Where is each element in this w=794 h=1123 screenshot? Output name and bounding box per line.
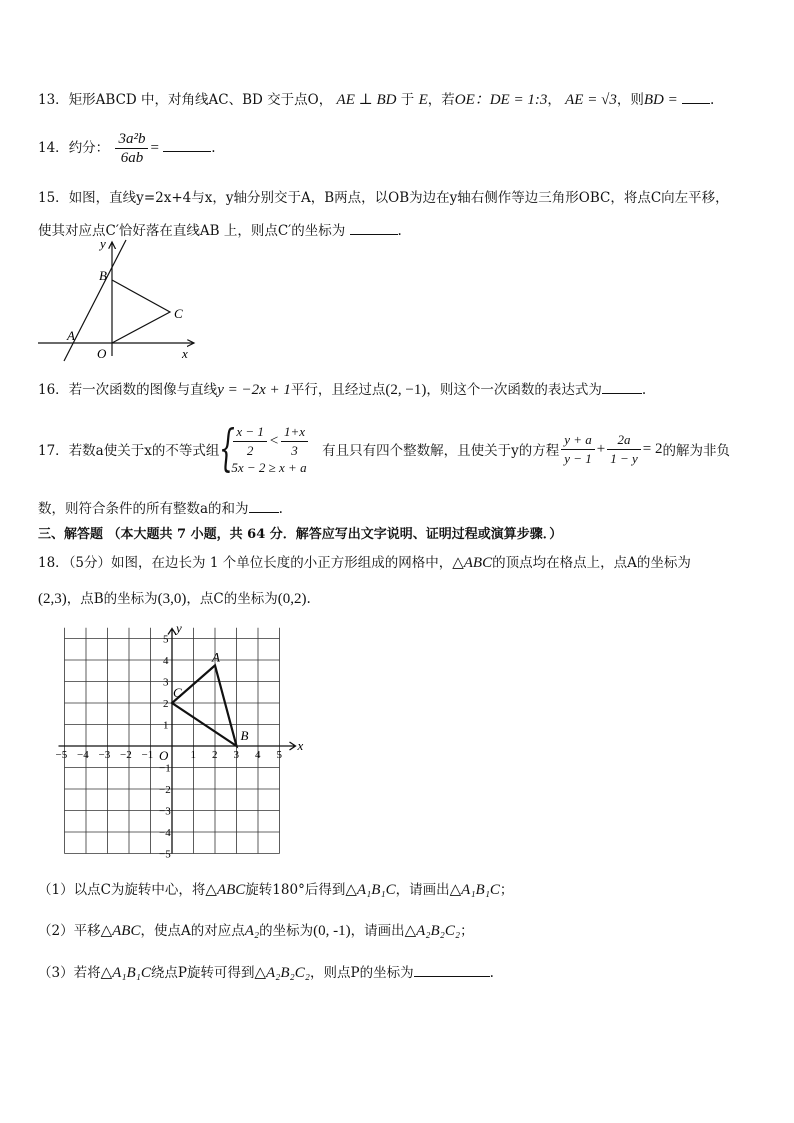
q18-sub2-e: ；: [460, 923, 474, 939]
q18-sub2-m4: △A₂B₂C₂: [404, 923, 461, 939]
q18-line1-a: 如图，在边长为 1 个单位长度的小正方形组成的网格中，: [111, 555, 453, 571]
q13-text-b: 于: [400, 92, 415, 108]
grid-y-label: y: [176, 620, 182, 636]
q18-sub3-m2: △A₂B₂C₂: [254, 965, 310, 981]
q18-math-C: (0,2): [277, 591, 307, 607]
q17-ineq1-op: <: [268, 432, 280, 449]
q13-math-ratio: OE：DE = 1:3: [454, 92, 548, 108]
q18-score: （5分）: [68, 555, 112, 571]
q14-eq: =: [150, 140, 159, 156]
q17-ineq1-l-den: 2: [246, 442, 254, 458]
q18-sub3-end: .: [489, 965, 494, 981]
fig-y-label: y: [100, 236, 106, 251]
q16-math-point: (2, −1): [385, 382, 427, 398]
q17-eq-r-den: 1 − y: [610, 450, 638, 466]
q18-sub1-m2: △A₁B₁C: [345, 882, 396, 898]
q18-line2-a: ，点B的坐标为: [66, 591, 158, 607]
q13-text-d: ，: [547, 92, 561, 108]
x-tick-label: 4: [255, 749, 261, 761]
section-3-title: 三、解答题 （本大题共 7 小题，共 64 分．解答应写出文字说明、证明过程或演算步骤．）: [38, 527, 563, 542]
q18-sub2-a: （2）平移: [38, 923, 101, 939]
q18-sub1-c: ，请画出: [395, 882, 450, 898]
y-tick-label: 3: [163, 676, 169, 689]
q16-end: .: [641, 382, 647, 398]
question-17-line2: [38, 497, 283, 517]
q14-text: 约分：: [68, 140, 110, 156]
x-tick-label: −3: [98, 749, 111, 761]
q17-eq-r-num: 2a: [607, 431, 641, 450]
q13-math-AE: AE = √3: [565, 92, 617, 108]
q17-eq-rhs: = 2: [642, 440, 663, 457]
q18-sub2-m3: (0, -1): [313, 923, 351, 939]
x-tick-label: 3: [233, 749, 239, 761]
q16-text-a: 若一次函数的图像与直线: [68, 382, 218, 398]
y-tick-label: 1: [163, 719, 169, 732]
q13-number: 13．: [38, 92, 69, 108]
x-tick-label: −4: [77, 749, 89, 761]
tick-labels: [56, 634, 283, 861]
y-tick-label: 2: [163, 698, 169, 710]
y-tick-label: −1: [159, 762, 171, 775]
q14-denominator: 6ab: [120, 150, 144, 166]
q14-fraction: [115, 130, 148, 167]
question-18-line1: [38, 551, 691, 572]
q15-line2: 使其对应点C′恰好落在直线AB 上，则点C′的坐标为: [38, 223, 346, 239]
q18-sub2-b: ，使点A的对应点: [140, 923, 245, 939]
x-tick-label: −5: [55, 749, 68, 761]
x-tick-label: 2: [212, 749, 218, 761]
q18-math-A: (2,3): [38, 591, 67, 607]
y-tick-label: −3: [159, 805, 171, 818]
x-tick-label: −2: [120, 749, 132, 761]
q16-text-c: ，则这个一次函数的表达式为: [426, 382, 602, 398]
q13-math-E: E: [418, 92, 428, 108]
q18-sub2-m1: △ABC: [100, 923, 141, 939]
q17-line2: 数，则符合条件的所有整数a的和为: [38, 501, 249, 517]
q13-text-a: 矩形ABCD 中，对角线AC、BD 交于点O，: [68, 92, 333, 108]
q18-sub3-c: ，则点P的坐标为: [310, 965, 414, 981]
q18-line2-end: .: [306, 591, 311, 607]
q18-sub3-a: （3）若将: [38, 965, 101, 981]
q13-text-c: ，若: [427, 92, 455, 108]
brace-icon: {: [219, 418, 236, 477]
q17-text-b: 有且只有四个整数解，且使关于y的方程: [322, 443, 560, 459]
q14-end: .: [211, 140, 216, 156]
answer-blank: [682, 91, 710, 104]
q14-numerator: 3a²b: [115, 130, 148, 149]
q17-text-a: 若数a使关于x的不等式组: [68, 443, 220, 459]
q18-sub3-b: 绕点P旋转可得到: [150, 965, 255, 981]
question-15-line1: [38, 186, 729, 206]
fig-x-label: x: [182, 346, 188, 361]
question-18-line2: [38, 587, 311, 608]
q15-line1: 如图，直线y=2x+4与x，y轴分别交于A，B两点，以OB为边在y轴右侧作等边三角形OBC，将点C向左平移，: [68, 190, 729, 206]
q17-ineq1: [231, 423, 310, 460]
q18-sub1-a: （1）以点C为旋转中心，将: [38, 882, 206, 898]
question-17: [38, 418, 730, 480]
q16-text-b: 平行，且经过点: [290, 382, 386, 398]
grid-lines: [59, 628, 296, 854]
q18-line1-b: 的顶点均在格点上，点A的坐标为: [492, 555, 691, 571]
y-tick-label: −5: [159, 848, 171, 861]
q18-line2-b: ，点C的坐标为: [186, 591, 278, 607]
q18-sub1-m1: △ABC: [205, 882, 246, 898]
answer-blank: [350, 222, 398, 235]
q17-ineq1-r-den: 3: [291, 442, 298, 458]
q14-number: 14．: [38, 140, 69, 156]
fig-A-label: A: [67, 328, 75, 343]
q17-ineq1-r-num: 1+x: [281, 423, 308, 442]
q18-sub1-m3: △A₁B₁C: [449, 882, 500, 898]
answer-blank: [602, 381, 642, 394]
q17-eq-l-num: y + a: [561, 431, 595, 450]
x-tick-label: 5: [276, 749, 282, 761]
q17-end: .: [278, 501, 283, 517]
q18-math-B: (3,0): [157, 591, 187, 607]
q18-grid-figure: [50, 620, 310, 865]
q16-math-line: y = −2x + 1: [217, 382, 291, 398]
q17-ineq2: 5x − 2 ≥ x + a: [231, 459, 307, 475]
question-18-sub2: [38, 919, 474, 940]
question-16: [38, 378, 646, 399]
q18-sub3-m1: △A₁B₁C: [100, 965, 151, 981]
question-13: [38, 88, 714, 109]
answer-blank: [163, 139, 211, 152]
q13-math-perp: AE ⊥ BD: [336, 92, 397, 108]
point-B-label: B: [240, 728, 249, 743]
q17-inequality-system: [219, 418, 310, 477]
q13-math-BD: BD =: [643, 92, 678, 108]
q18-sub2-c: 的坐标为: [259, 923, 314, 939]
q13-text-e: ，则: [616, 92, 644, 108]
x-tick-label: 1: [190, 749, 196, 761]
triangle-ABC: [172, 665, 237, 746]
question-18-sub1: [38, 878, 513, 899]
q18-sub2-m2: A₂: [244, 923, 260, 939]
triangle-OBC: [112, 280, 170, 343]
y-tick-label: −2: [159, 784, 171, 796]
q16-number: 16．: [38, 382, 69, 398]
y-tick-label: −4: [159, 827, 171, 839]
q15-end: .: [397, 223, 402, 239]
y-tick-label: 4: [163, 655, 169, 667]
answer-blank: [249, 500, 279, 513]
q18-sub1-b: 旋转180°后得到: [245, 882, 346, 898]
question-18-sub3: [38, 961, 494, 982]
q15-number: 15．: [38, 190, 69, 206]
q18-number: 18．: [38, 555, 69, 571]
grid-x-label: x: [297, 738, 304, 753]
y-axis: [168, 629, 176, 854]
answer-blank: [414, 964, 490, 977]
q17-eq-l-den: y − 1: [564, 450, 592, 466]
x-tick-label: −1: [141, 749, 154, 761]
origin-label: O: [159, 748, 169, 763]
q17-number: 17．: [38, 443, 69, 459]
q17-ineq1-l-num: x − 1: [233, 423, 267, 442]
point-A-label: A: [212, 649, 220, 665]
q18-math-tri: △ABC: [452, 555, 493, 571]
point-C-label: C: [173, 685, 182, 700]
q17-eq-plus: +: [596, 440, 606, 457]
q18-sub1-d: ；: [499, 882, 514, 898]
q17-text-c: 的解为非负: [662, 443, 730, 459]
y-tick-label: 5: [163, 633, 169, 646]
fig-B-label: B: [99, 268, 107, 283]
q18-sub2-d: ，请画出: [350, 923, 405, 939]
question-14: [38, 130, 216, 167]
q13-end: .: [710, 92, 715, 108]
q15-figure: [34, 236, 204, 364]
fig-O-label: O: [97, 346, 107, 361]
fig-C-label: C: [174, 306, 183, 321]
